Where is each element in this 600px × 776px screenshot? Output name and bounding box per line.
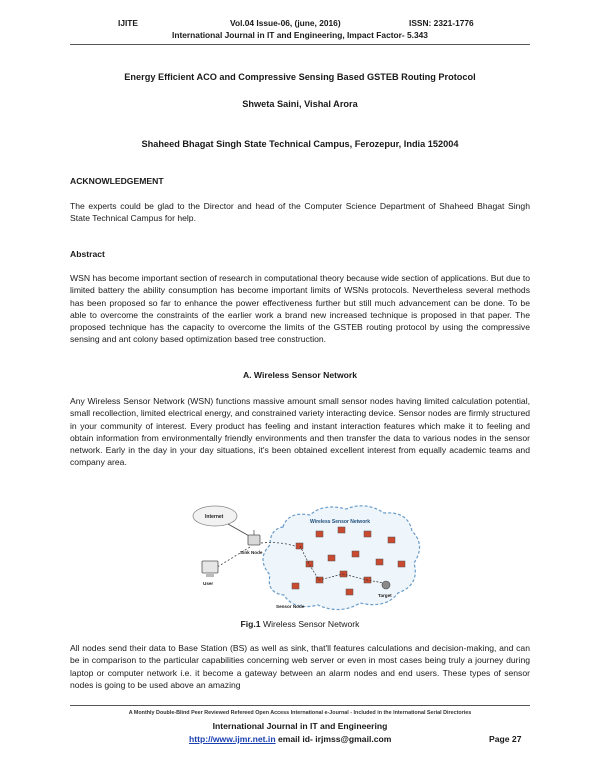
user-computer-icon (202, 561, 218, 573)
abstract-text: WSN has become important section of research in computational theory because wide section of applications. But due to limited battery the ability consumption has become important limits of WSNs protocols. Nevertheless several methods has been proposed so far to enhance the power effectiveness further but still much advancement can be done. To be able to overcome the constraints of the earlier work a brand new increased technique is proposed in that paper. The proposed technique has the capacity to overcome the limits of the GSTEB routing protocol by using the compressive sensing and ant colony based optimization based tree construction. (70, 273, 530, 345)
acknowledgement-text: The experts could be glad to the Director and head of the Computer Science Department of Shaheed Bhagat Singh State Technical Campus for help. (70, 201, 530, 224)
figure-caption (0, 619, 600, 629)
issn: ISSN: 2321-1776 (409, 18, 474, 28)
journal-impact-line: International Journal in IT and Engineering, Impact Factor- 5.343 (172, 30, 428, 40)
paper-authors: Shweta Saini, Vishal Arora (242, 99, 358, 109)
footer-contact (189, 734, 391, 744)
paper-affiliation: Shaheed Bhagat Singh State Technical Campus, Ferozepur, India 152004 (141, 139, 459, 149)
wsn-figure (188, 497, 428, 615)
figure-caption-text: Wireless Sensor Network (260, 619, 360, 629)
sink-node-icon (248, 535, 260, 545)
label-target: Target (378, 593, 392, 598)
target-icon (382, 581, 390, 589)
label-sensor-node: Sensor Node (276, 604, 305, 609)
footer-review-line: A Monthly Double-Blind Peer Reviewed Refereed Open Access International e-Journal - Included in the International Serial Directories (128, 710, 472, 716)
acknowledgement-heading: ACKNOWLEDGEMENT (70, 176, 164, 186)
body-continued-text: All nodes send their data to Base Station (BS) as well as sink, that'll features calculations and decision-making, and can be in comparison to the particular capabilities concerning web server or even in most cases being truly a journey during laptop or computer network i.e. it become a gateway between an alarm nodes and end users. These types of sensor nodes is going to be used above an amazing (70, 643, 530, 690)
abstract-heading: Abstract (70, 249, 105, 259)
label-user: User (203, 581, 214, 586)
journal-abbrev: IJITE (118, 18, 139, 28)
paper-title: Energy Efficient ACO and Compressive Sensing Based GSTEB Routing Protocol (124, 72, 476, 82)
journal-url-link[interactable]: http://www.ijmr.net.in (189, 734, 276, 744)
header-rule (70, 44, 530, 45)
page-number: Page 27 (489, 734, 522, 744)
label-sink-node: Sink Node (240, 550, 263, 555)
figure-caption-number: Fig.1 (240, 619, 261, 629)
footer-journal: International Journal in IT and Engineering (212, 721, 388, 731)
volume-issue: Vol.04 Issue-06, (june, 2016) (230, 18, 341, 28)
label-internet: Internet (205, 514, 224, 520)
footer-email: email id- irjmss@gmail.com (275, 734, 392, 744)
section-a-text: Any Wireless Sensor Network (WSN) functions massive amount small sensor nodes having limited calculation potential, small recollection, limited electrical energy, and constrained variety interacting device. Sensor nodes are firmly structured in your community of interest. Every product has feeling and instant interaction features which make it to feeling and obtain information from environmentally friendly environments and then transfer the data to various nodes in the sensor network. Early in the day in your day situations, it's been obtained excellent interest from equally academic teams and company area. (70, 396, 530, 468)
label-wsn: Wireless Sensor Network (310, 519, 370, 525)
section-a-heading: A. Wireless Sensor Network (242, 370, 358, 380)
footer-rule (70, 705, 530, 706)
